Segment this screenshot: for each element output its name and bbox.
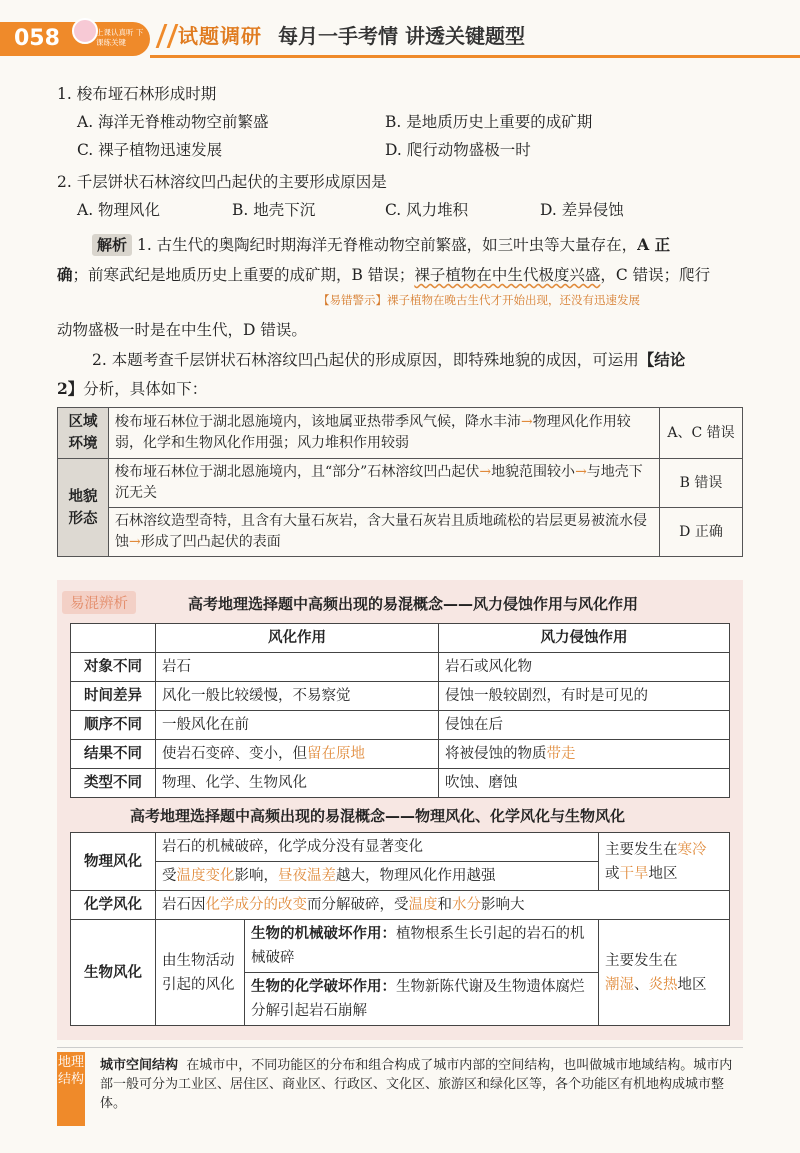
column-header: 风力侵蚀作用 [439,624,730,653]
row-head-landform: 地貌形态 [58,459,109,557]
weathering-types-table [70,832,730,1026]
weathering-vs-wind-table [70,623,730,798]
question-1-option-d: D. 爬行动物盛极一时 [385,141,531,159]
analysis-line-2: 确；前寒武纪是地质历史上重要的成矿期，B 错误；裸子植物在中生代极度兴盛，C 错误；爬行 [57,265,711,284]
row-head-region: 区域环境 [58,408,109,459]
question-2-option-b: B. 地壳下沉 [232,201,316,219]
question-1-option-c: C. 裸子植物迅速发展 [77,141,223,159]
header-divider-icon [156,24,179,48]
table-row [58,459,743,508]
table-row: 类型不同 物理、化学、生物风化 吹蚀、磨蚀 [71,769,730,798]
header-rule [150,55,800,58]
row-text: 石林溶纹造型奇特，且含有大量石灰岩，含大量石灰岩且质地疏松的岩层更易被流水侵蚀→形成了凹凸起伏的表面 [109,508,660,557]
flower-logo-icon [72,18,98,44]
row-result: D 正确 [660,508,743,557]
box-title-1: 高考地理选择题中高频出现的易混概念——风力侵蚀作用与风化作用 [188,595,639,613]
table-row: 顺序不同 一般风化在前 侵蚀在后 [71,711,730,740]
section-title: 试题调研 [178,24,262,48]
analysis-table [57,407,743,557]
footer-divider [57,1047,743,1048]
table-row: 化学风化 岩石因化学成分的改变而分解破碎，受温度和水分影响大 [71,891,730,920]
box-title-2: 高考地理选择题中高频出现的易混概念——物理风化、化学风化与生物风化 [130,807,626,825]
question-2-stem: 2. 千层饼状石林溶纹凹凸起伏的主要形成原因是 [57,173,387,191]
analysis-line-4: 2. 本题考查千层饼状石林溶纹凹凸起伏的形成原因，即特殊地貌的成因，可运用【结论 [92,350,686,369]
footer-term: 城市空间结构 [100,1058,179,1073]
error-warning-note: 【易错警示】裸子植物在晚古生代才开始出现，还没有迅速发展 [318,293,640,307]
table-row: 时间差异 风化一般比较缓慢，不易察觉 侵蚀一般较剧烈，有时是可见的 [71,682,730,711]
table-row: 结果不同 使岩石变碎、变小，但留在原地 将被侵蚀的物质带走 [71,740,730,769]
analysis-line-5: 2】分析，具体如下： [57,379,208,398]
column-header: 风化作用 [156,624,439,653]
question-1-stem: 1. 梭布垭石林形成时期 [57,85,217,103]
analysis-line-3: 动物盛极一时是在中生代，D 错误。 [57,321,307,339]
page-header [0,0,800,62]
table-row: 受温度变化影响，昼夜温差越大，物理风化作用越强 [71,862,730,891]
row-text: 梭布垭石林位于湖北恩施境内，该地属亚热带季风气候，降水丰沛→物理风化作用较弱，化学和生物风化作用强；风力堆积作用较弱 [109,408,660,459]
footer-text: 城市空间结构 在城市中，不同功能区的分布和组合构成了城市内部的空间结构，也叫做城市地域结构。城市内部一般可分为工业区、居住区、商业区、行政区、文化区、旅游区和绿化区等，各个功能区有机地构成城市整体。 [100,1058,733,1111]
analysis-label: 解析 [92,234,132,256]
page-number: 058 [14,26,60,51]
confusion-box-tag: 易混辨析 [62,591,136,614]
header-tagline: 每月一手考情 讲透关键题型 [278,24,525,48]
analysis-line-1: 解析 1. 古生代的奥陶纪时期海洋无脊椎动物空前繁盛，如三叶虫等大量存在，A 正 [92,234,670,256]
question-1-option-a: A. 海洋无脊椎动物空前繁盛 [77,113,269,131]
question-2-option-a: A. 物理风化 [77,201,161,219]
row-text: 梭布垭石林位于湖北恩施境内，且“部分”石林溶纹凹凸起伏→地貌范围较小→与地壳下沉无关 [109,459,660,508]
table-row: 生物的化学破坏作用：生物新陈代谢及生物遗体腐烂分解引起岩石崩解 [71,973,730,1026]
footer-tag: 地理结构 [57,1052,85,1126]
question-2-option-c: C. 风力堆积 [385,201,469,219]
table-row: 对象不同 岩石 岩石或风化物 [71,653,730,682]
table-row [58,408,743,459]
header-badge-text: 上课认真听 下课练关键 [96,28,144,47]
table-row [71,624,730,653]
table-row [58,508,743,557]
question-2-option-d: D. 差异侵蚀 [540,201,624,219]
table-row: 物理风化 岩石的机械破碎，化学成分没有显著变化 主要发生在寒冷 或干旱地区 [71,833,730,862]
table-row: 生物风化 由生物活动引起的风化 生物的机械破坏作用：植物根系生长引起的岩石的机械破碎 主要发生在 潮湿、炎热地区 [71,920,730,973]
table-corner [71,624,156,653]
question-1-option-b: B. 是地质历史上重要的成矿期 [385,113,593,131]
row-result: A、C 错误 [660,408,743,459]
row-result: B 错误 [660,459,743,508]
